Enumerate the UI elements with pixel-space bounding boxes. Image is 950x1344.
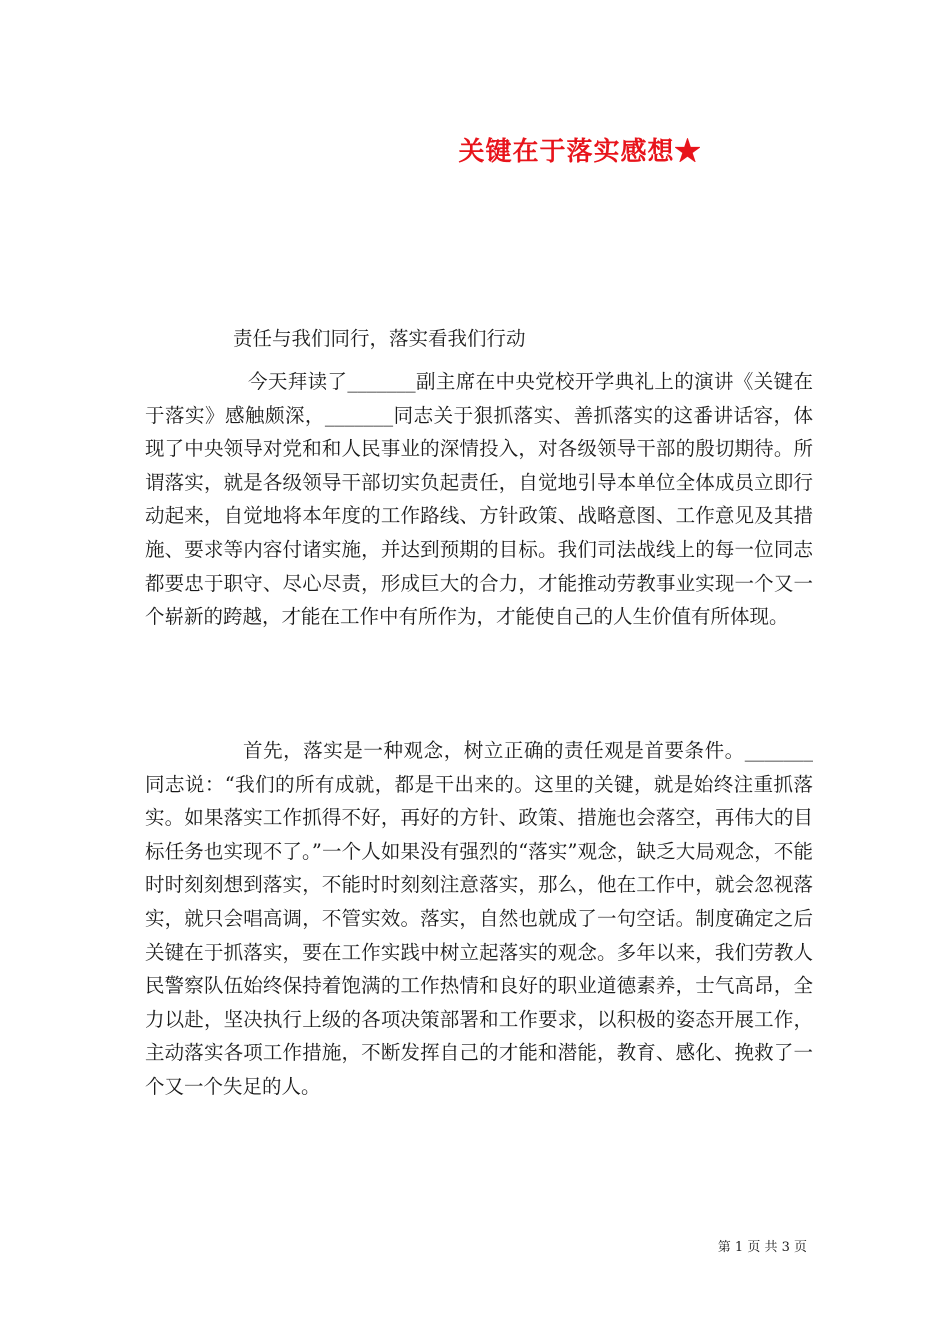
body-paragraph-2: 首先，落实是一种观念，树立正确的责任观是首要条件。_______同志说：“我们的所有成就，都是干出来的。这里的关键，就是始终注重抓落实。如果落实工作抓得不好，再好的方针、政策、措施也会落空，再伟大的目标任务也实现不了。”一个人如果没有强烈的“落实”观念，缺乏大局观念，不能时时刻刻想到落实，不能时时刻刻注意落实，那么，他在工作中，就会忽视落实，就只会唱高调，不管实效。落实，自然也就成了一句空话。制度确定之后关键在于抓落实，要在工作实践中树立起落实的观念。多年以来，我们劳教人民警察队伍始终保持着饱满的工作热情和良好的职业道德素养，士气高昂，全力以赴，坚决执行上级的各项决策部署和工作要求，以积极的姿态开展工作，主动落实各项工作措施，不断发挥自己的才能和潜能，教育、感化、挽救了一个又一个失足的人。 bbox=[145, 739, 813, 1098]
page-footer: 第 1 页 共 3 页 bbox=[717, 1240, 807, 1255]
document-subtitle: 责任与我们同行，落实看我们行动 bbox=[233, 327, 526, 350]
document-title: 关键在于落实感想★ bbox=[458, 137, 702, 167]
body-paragraph-1: 今天拜读了_______副主席在中央党校开学典礼上的演讲《关键在于落实》感触颇深，_______同志关于狠抓落实、善抓落实的这番讲话容，体现了中央领导对党和和人民事业的深情投入，对各级领导干部的殷切期待。所谓落实，就是各级领导干部切实负起责任，自觉地引导本单位全体成员立即行动起来，自觉地将本年度的工作路线、方针政策、战略意图、工作意见及其措施、要求等内容付诸实施，并达到预期的目标。我们司法战线上的每一位同志都要忠于职守、尽心尽责，形成巨大的合力，才能推动劳教事业实现一个又一个崭新的跨越，才能在工作中有所作为，才能使自己的人生价值有所体现。 bbox=[145, 370, 813, 629]
